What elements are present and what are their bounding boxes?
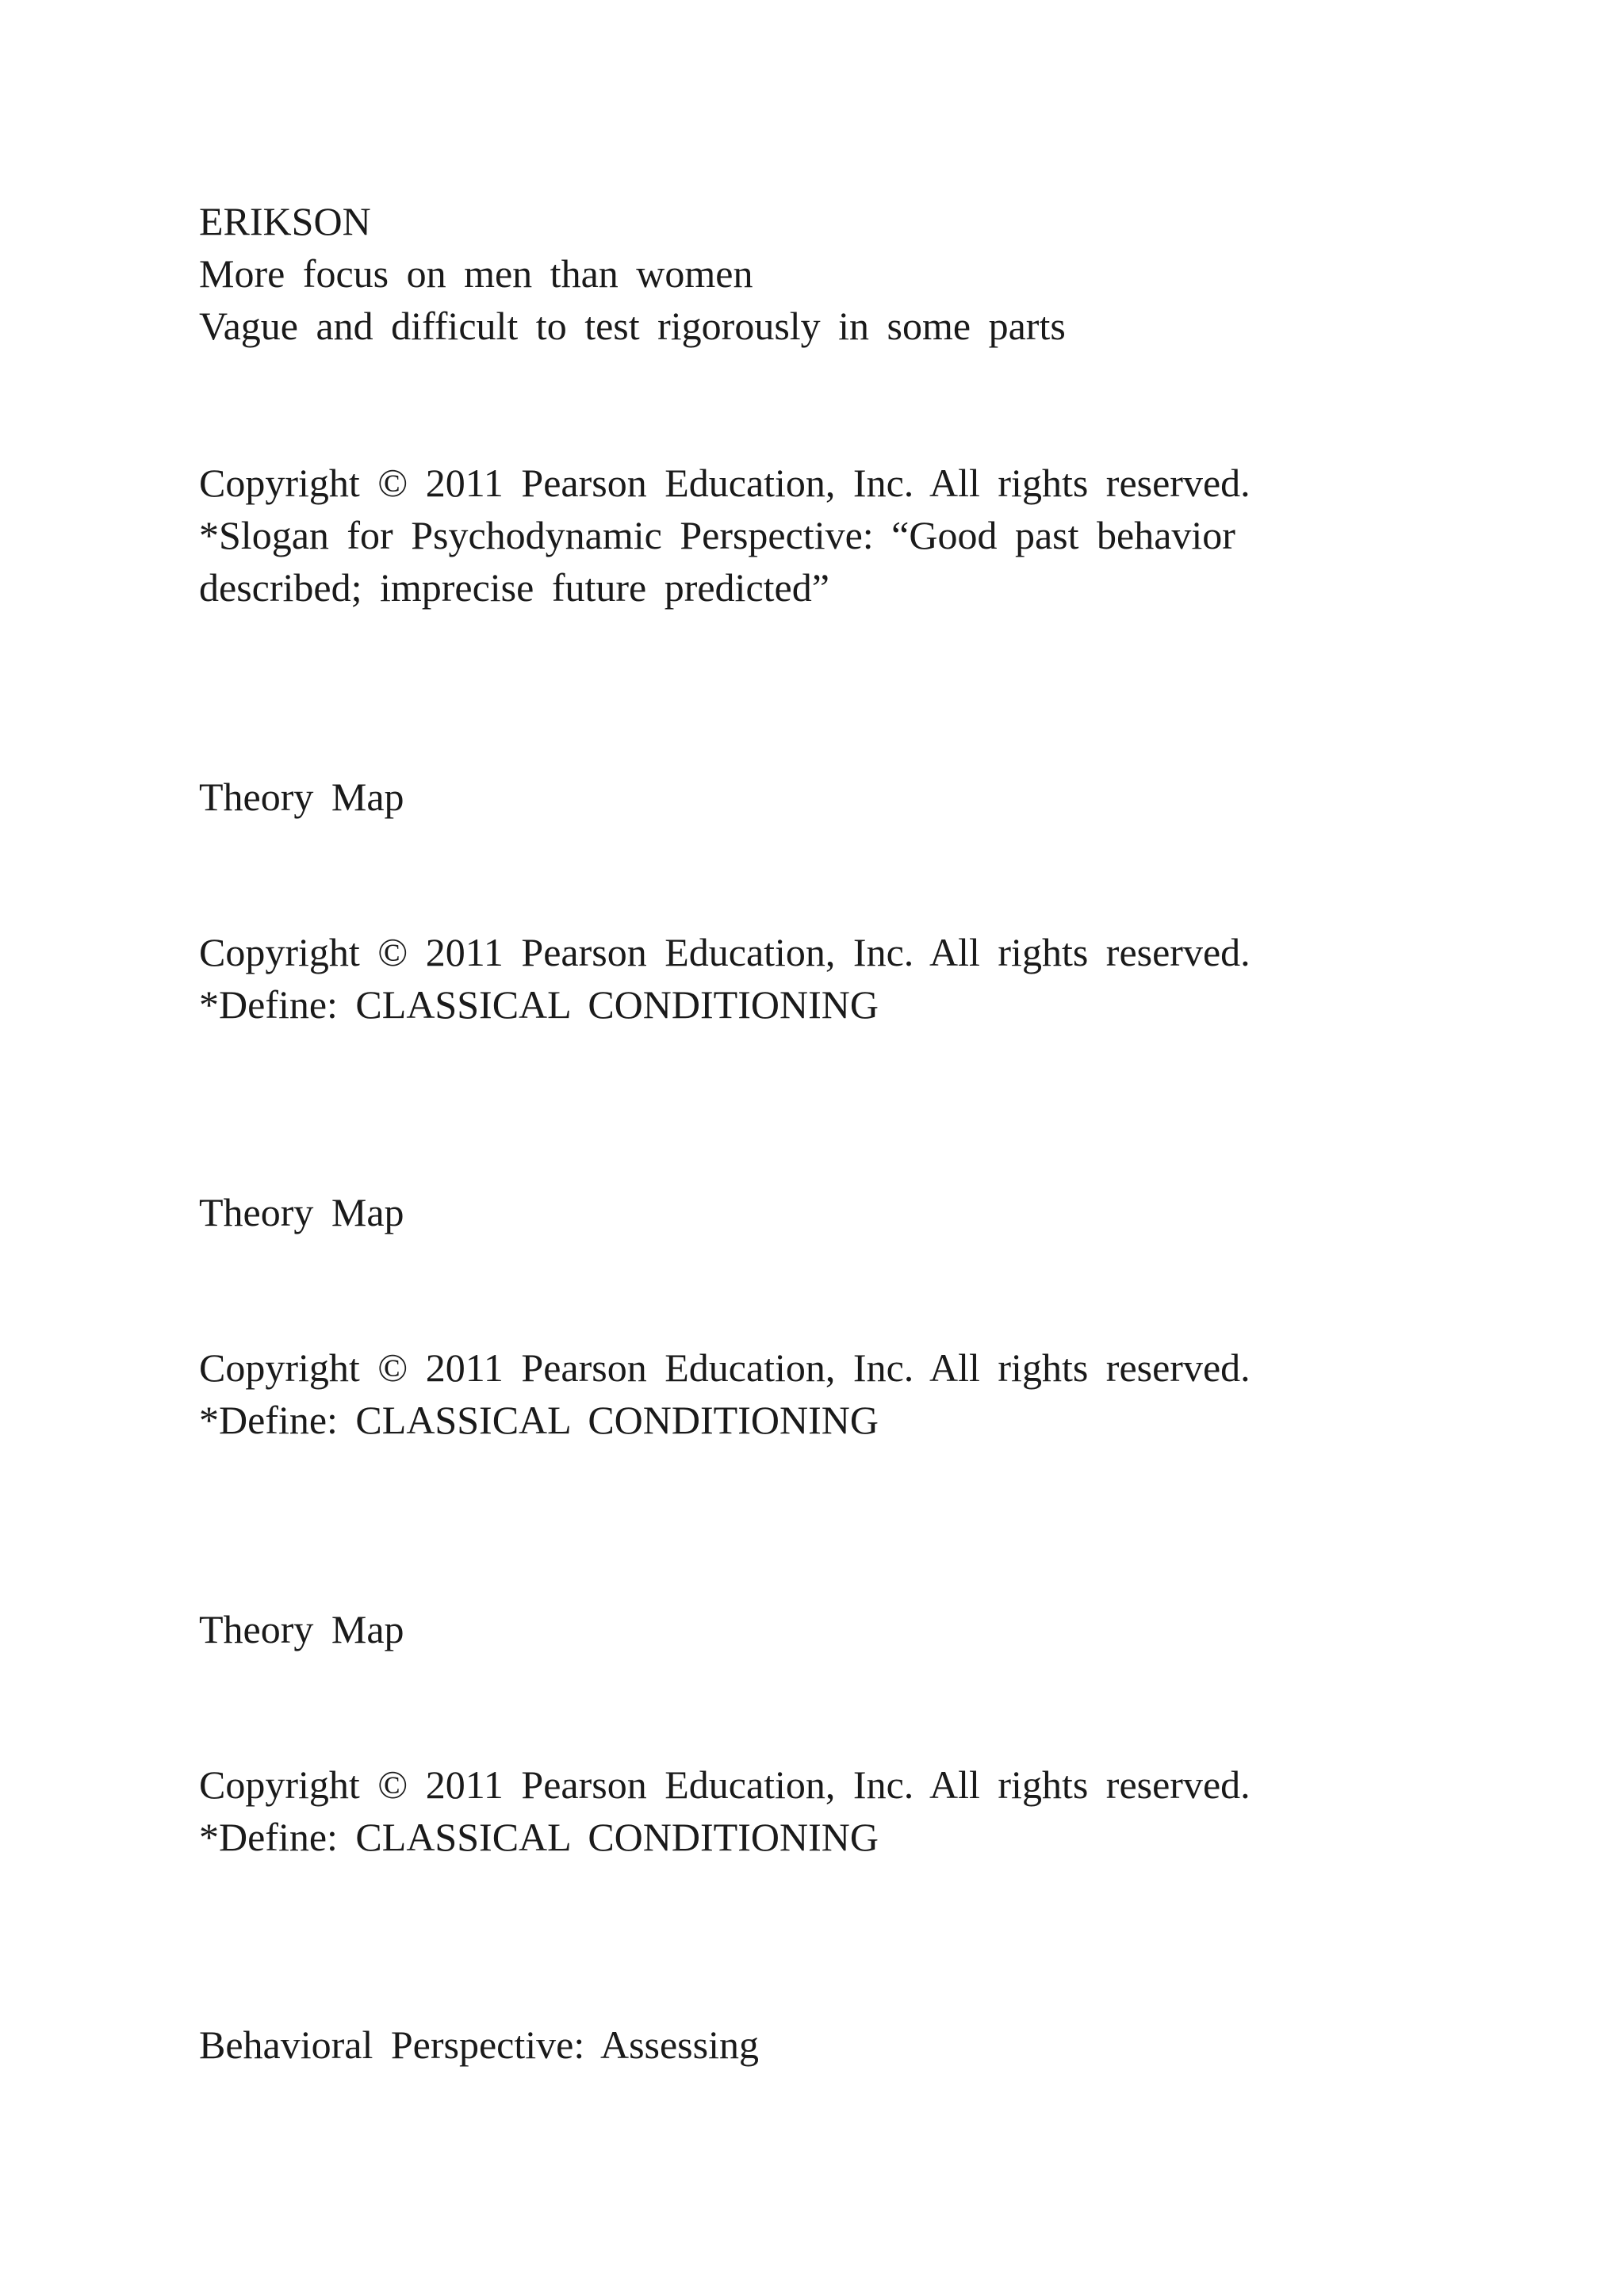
body-line: More focus on men than women <box>199 251 753 296</box>
copyright-line: Copyright © 2011 Pearson Education, Inc. All rights reserved. <box>199 1345 1251 1390</box>
heading-line: Theory Map <box>199 1607 404 1651</box>
copyright-line: Copyright © 2011 Pearson Education, Inc. All rights reserved. <box>199 1762 1251 1807</box>
theory-map-heading <box>199 771 1468 823</box>
body-line: Vague and difficult to test rigorously in some parts <box>199 304 1066 348</box>
copyright-slogan-block <box>199 457 1468 614</box>
heading-line: Theory Map <box>199 1190 404 1234</box>
section-heading: ERIKSON <box>199 199 371 243</box>
slogan-line: *Slogan for Psychodynamic Perspective: “Good past behavior <box>199 513 1235 557</box>
define-line: *Define: CLASSICAL CONDITIONING <box>199 1398 879 1442</box>
heading-line: Theory Map <box>199 775 404 819</box>
theory-map-heading <box>199 1603 1468 1655</box>
define-line: *Define: CLASSICAL CONDITIONING <box>199 1815 879 1859</box>
define-line: *Define: CLASSICAL CONDITIONING <box>199 982 879 1027</box>
erikson-section <box>199 195 1468 352</box>
theory-map-heading <box>199 1186 1468 1238</box>
behavioral-perspective-heading <box>199 2019 1468 2071</box>
copyright-define-block <box>199 1341 1468 1446</box>
copyright-define-block <box>199 926 1468 1031</box>
copyright-line: Copyright © 2011 Pearson Education, Inc. All rights reserved. <box>199 930 1251 974</box>
heading-line: Behavioral Perspective: Assessing <box>199 2022 759 2067</box>
slogan-line: described; imprecise future predicted” <box>199 565 829 610</box>
copyright-line: Copyright © 2011 Pearson Education, Inc. All rights reserved. <box>199 461 1251 505</box>
copyright-define-block <box>199 1758 1468 1863</box>
